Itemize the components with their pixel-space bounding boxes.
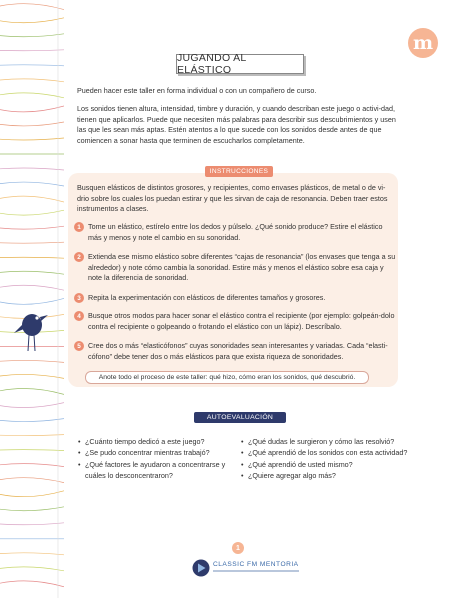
- instructions-intro: Busquen elásticos de distintos grosores, y recipientes, como envases plásticos, de metal o de vi-drio sobre los cuales los puedan estirar y que les sirvan de caja de resonancia. Deben traer estos instrumentos a clases.: [77, 183, 388, 214]
- string-line: [0, 581, 64, 587]
- string-line: [0, 196, 64, 202]
- string-line: [0, 50, 64, 51]
- decorative-strings: [0, 0, 64, 598]
- string-line: [0, 478, 64, 483]
- step-text: Busque otros modos para hacer sonar el elástico contra el recipiente (por ejemplo: golpeán-dolo contra el recipiente o golpeando o frotando el elástico con un lápiz). Descríbalo.: [88, 311, 395, 331]
- string-line: [0, 93, 64, 98]
- bird-icon: [12, 305, 52, 357]
- step-number: 5: [74, 341, 84, 351]
- self-evaluation-label: AUTOEVALUACIÓN: [194, 412, 286, 423]
- string-line: [0, 138, 64, 140]
- question-item: • ¿Qué dudas le surgieron y cómo las resolvió?: [241, 436, 421, 447]
- string-line: [0, 450, 64, 451]
- string-line: [0, 567, 64, 571]
- string-line: [0, 65, 64, 66]
- string-line: [0, 435, 64, 436]
- question-item: • ¿Se pudo concentrar mientras trabajó?: [78, 447, 238, 458]
- string-line: [0, 285, 64, 290]
- play-triangle-icon: [192, 559, 210, 577]
- question-item: • ¿Qué factores le ayudaron a concentrarse y cuáles lo desconcentraron?: [78, 459, 238, 482]
- footer-brand: CLASSIC FM MENTORIA: [213, 561, 299, 568]
- string-line: [0, 182, 64, 186]
- step-number: 4: [74, 311, 84, 321]
- question-item: • ¿Qué aprendió de los sonidos con esta actividad?: [241, 447, 421, 458]
- string-line: [0, 242, 64, 243]
- instructions-label: INSTRUCCIONES: [205, 166, 273, 177]
- step-text: Cree dos o más “elasticófonos” cuyas sonoridades sean interesantes y variadas. Cada “elasti-cófono” debe tener dos o más elásticos para que exista riqueza de sonoridades.: [88, 341, 388, 361]
- string-line: [0, 553, 64, 555]
- question-item: • ¿Cuánto tiempo dedicó a este juego?: [78, 436, 238, 447]
- step-number: 1: [74, 222, 84, 232]
- step-text: Extienda ese mismo elástico sobre diferentes “cajas de resonancia” (los envases que tenga a su alrededor) y note cómo cambia la sonoridad. Estire más y menos el elástico sobre esa caja y note la diferencia de sonoridad.: [88, 252, 396, 283]
- string-line: [0, 298, 64, 304]
- question-item: • ¿Qué aprendió de usted mismo?: [241, 459, 421, 470]
- string-line: [0, 226, 64, 229]
- note-box: [85, 371, 369, 384]
- step-number: 2: [74, 252, 84, 262]
- string-line: [0, 79, 64, 82]
- question-item: • ¿Quiere agregar algo más?: [241, 470, 421, 481]
- string-line: [0, 210, 64, 215]
- string-line: [0, 257, 64, 258]
- brand-logo-letter: m: [412, 31, 434, 54]
- strings-graphic: [0, 0, 64, 598]
- string-line: [0, 18, 64, 23]
- step-text: Tome un elástico, estírelo entre los dedos y púlselo. ¿Qué sonido produce? Estire el elástico más y menos y note el cambio en su sonoridad.: [88, 222, 383, 242]
- string-line: [0, 4, 64, 10]
- note-text: Anote todo el proceso de este taller: qué hizo, cómo eran los sonidos, qué descubrió.: [98, 374, 356, 381]
- brand-logo: [408, 28, 438, 58]
- string-line: [0, 523, 64, 525]
- string-line: [0, 34, 64, 37]
- string-line: [0, 403, 64, 408]
- questions-right: [241, 436, 421, 482]
- string-line: [0, 388, 64, 394]
- string-line: [0, 507, 64, 511]
- string-line: [0, 419, 64, 422]
- step-number: 3: [74, 293, 84, 303]
- page-title-text: JUGANDO AL ELÁSTICO: [177, 52, 247, 76]
- string-line: [0, 106, 64, 112]
- intro-paragraph-2: Los sonidos tienen altura, intensidad, timbre y duración, y cuando describan este juego o activi-dad, tienen que aplicarlos. Puede que necesiten más palabras para describir sus descubrimientos y usen las que les sean más aptas. Estén atentos a lo que sucede con los sonidos desde antes de que comiencen a sonar hasta que terminen de escucharlos completamente.: [77, 104, 396, 145]
- page-title: [176, 54, 304, 74]
- string-line: [0, 168, 64, 170]
- step-text: Repita la experimentación con elásticos de diferentes tamaños y grosores.: [88, 293, 326, 302]
- string-line: [0, 271, 64, 274]
- footer-logo: [192, 558, 302, 578]
- intro-paragraph-1: Pueden hacer este taller en forma individual o con un compañero de curso.: [77, 86, 317, 95]
- footer-underline: [213, 570, 299, 572]
- string-line: [0, 374, 64, 378]
- string-line: [0, 360, 64, 362]
- questions-left: [78, 436, 238, 482]
- string-line: [0, 122, 64, 126]
- string-line: [0, 491, 64, 497]
- string-line: [0, 464, 64, 467]
- page-number: 1: [232, 542, 244, 554]
